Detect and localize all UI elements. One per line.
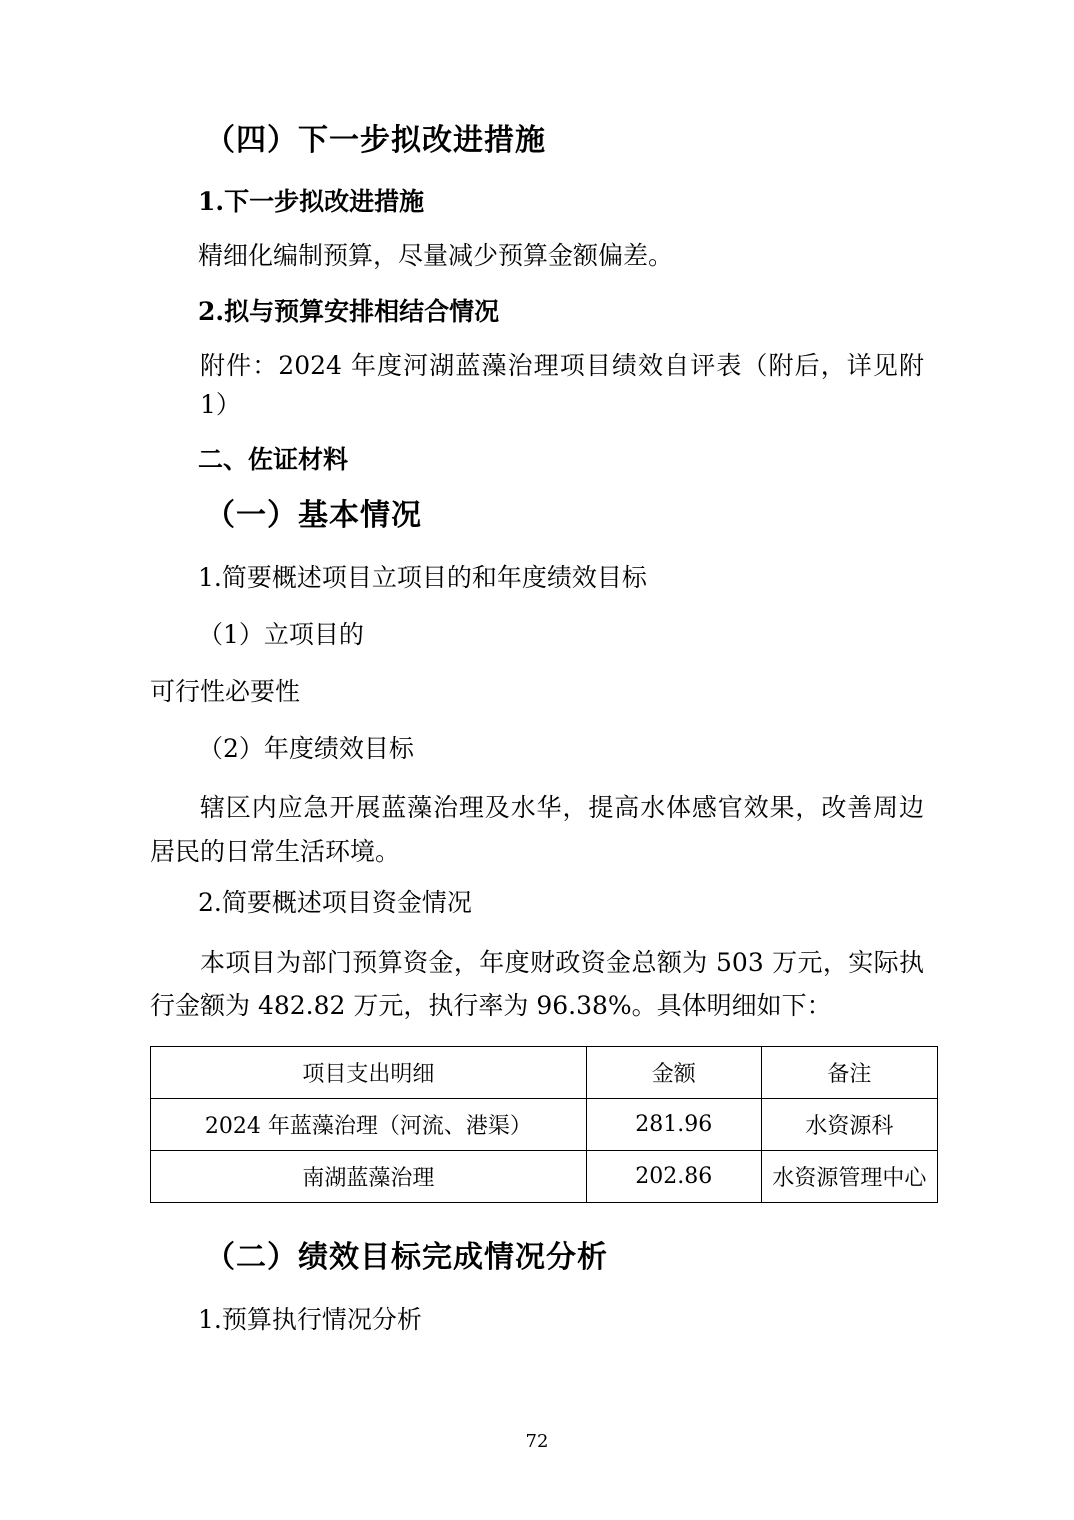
- item-project-funding: 2.简要概述项目资金情况: [198, 887, 472, 917]
- text-feasibility-necessity: 可行性必要性: [150, 676, 301, 706]
- table-cell-remark: 水资源科: [761, 1099, 937, 1151]
- subheading-supporting-materials: 二、佐证材料: [198, 445, 349, 475]
- table-header-item: 项目支出明细: [151, 1047, 587, 1099]
- section-heading-goal-completion-analysis: （二）绩效目标完成情况分析: [205, 1240, 608, 1275]
- item-annual-performance-goal: （2）年度绩效目标: [198, 733, 414, 763]
- text-project-funding-detail: 本项目为部门预算资金，年度财政资金总额为 503 万元，实际执行金额为 482.82 万元，执行率为 96.38%。具体明细如下：: [150, 947, 924, 1021]
- subheading-budget-arrangement: 2.拟与预算安排相结合情况: [198, 296, 500, 326]
- subheading-next-step-measures: 1.下一步拟改进措施: [198, 187, 425, 216]
- table-row: [151, 1151, 938, 1203]
- table-cell-item: 2024 年蓝藻治理（河流、港渠）: [151, 1099, 587, 1151]
- section-heading-improvement-measures: （四）下一步拟改进措施: [205, 123, 546, 158]
- paragraph-budget-refinement: 精细化编制预算，尽量减少预算金额偏差。: [198, 241, 674, 270]
- table-cell-remark: 水资源管理中心: [761, 1151, 937, 1203]
- table-row: [151, 1099, 938, 1151]
- table-header-remark: 备注: [761, 1047, 937, 1099]
- section-heading-basic-situation: （一）基本情况: [205, 498, 422, 534]
- text-annual-performance-goal-detail: 辖区内应急开展蓝藻治理及水华，提高水体感官效果，改善周边居民的日常生活环境。: [150, 793, 924, 866]
- table-header-row: [151, 1047, 938, 1099]
- item-establishment-purpose: （1）立项目的: [198, 620, 364, 649]
- expenditure-detail-table: [150, 1046, 938, 1203]
- spacer: [150, 1203, 924, 1237]
- table-header-amount: 金额: [586, 1047, 761, 1099]
- page-number: 72: [525, 1431, 549, 1452]
- item-budget-execution-analysis: 1.预算执行情况分析: [198, 1305, 422, 1334]
- paragraph-attachment-reference: 附件：2024 年度河湖蓝藻治理项目绩效自评表（附后，详见附 1）: [200, 350, 924, 419]
- table-cell-item: 南湖蓝藻治理: [151, 1151, 587, 1203]
- table-cell-amount: 202.86: [586, 1151, 761, 1203]
- table-cell-amount: 281.96: [586, 1099, 761, 1151]
- item-project-purpose-and-goals: 1.简要概述项目立项目的和年度绩效目标: [198, 563, 647, 593]
